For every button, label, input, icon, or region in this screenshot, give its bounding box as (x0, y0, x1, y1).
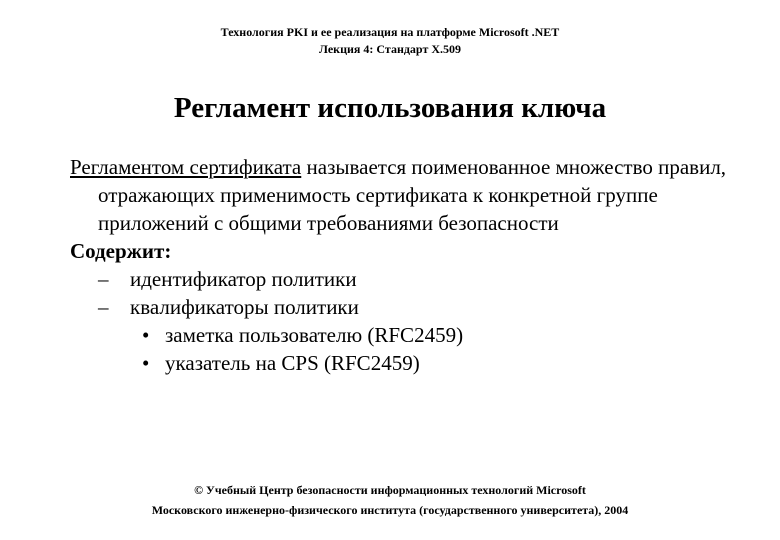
sub-list-item (70, 349, 750, 377)
lecture-title: Лекция 4: Стандарт X.509 (318, 42, 462, 56)
list-item (70, 293, 750, 321)
sub-list-item (70, 321, 750, 349)
list-item-text: идентификатор политики (130, 267, 357, 291)
slide-footer (0, 480, 780, 520)
sub-list-item-text: заметка пользователю (RFC2459) (165, 323, 464, 347)
footer-institute: Московского инженерно-физического института (государственного университета), 2004 (151, 503, 629, 517)
bullet-marker: • (142, 323, 150, 347)
footer-organization: © Учебный Центр безопасности информационных технологий Microsoft (194, 483, 586, 497)
definition-paragraph (70, 153, 750, 237)
slide-header (0, 24, 780, 58)
contains-heading: Содержит: (70, 239, 172, 263)
slide-body (70, 153, 750, 377)
dash-marker: – (98, 295, 109, 319)
dash-marker: – (98, 267, 109, 291)
bullet-marker: • (142, 351, 150, 375)
list-item-text: квалификаторы политики (130, 295, 359, 319)
definition-term: Регламентом сертификата (70, 155, 302, 179)
course-title: Технология PKI и ее реализация на платформе Microsoft .NET (220, 25, 560, 39)
definition-text: называется поименованное множество правил, отражающих применимость сертификата к конкретной группе приложений с общими требованиями безопасности (98, 155, 727, 235)
sub-list-item-text: указатель на CPS (RFC2459) (165, 351, 420, 375)
slide-title: Регламент использования ключа (173, 92, 607, 124)
list-item (70, 265, 750, 293)
